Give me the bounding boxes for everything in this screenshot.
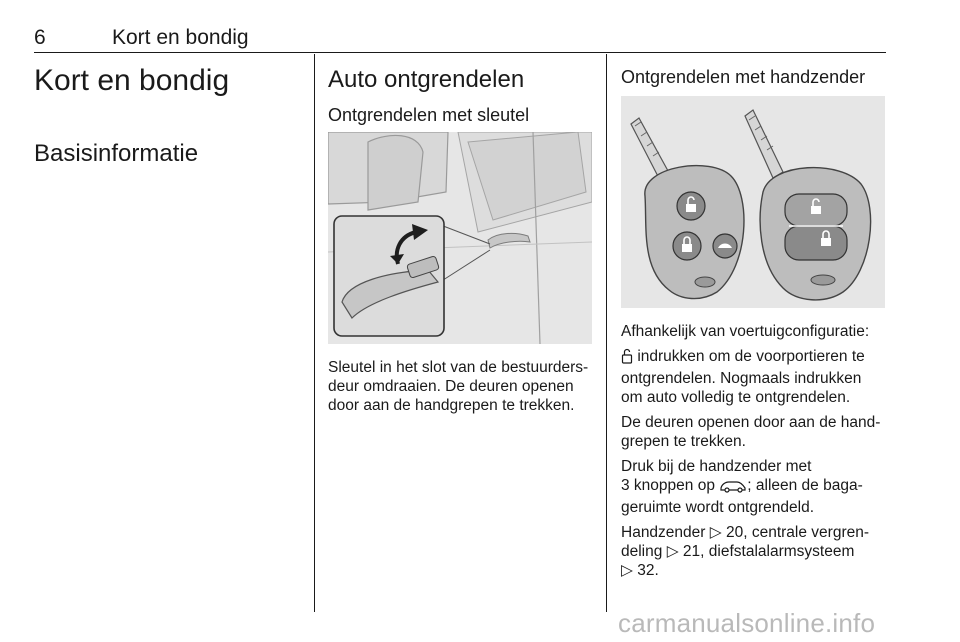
caption-sleutel bbox=[328, 358, 598, 415]
trunk-car-icon bbox=[719, 479, 747, 498]
text-fragment: ; alleen de baga- bbox=[747, 477, 863, 494]
remote-key-illustration bbox=[621, 96, 885, 308]
paragraph-references bbox=[621, 523, 893, 580]
text-line: om auto volledig te ontgrendelen. bbox=[621, 389, 851, 406]
handzender-text bbox=[621, 322, 893, 586]
caption-line: door aan de handgrepen te trekken. bbox=[328, 397, 575, 414]
column-divider-right bbox=[606, 54, 607, 612]
ref-arrow-icon: ▷ bbox=[709, 524, 722, 541]
page-ref-link[interactable]: 32. bbox=[637, 562, 659, 579]
paragraph-handgrepen bbox=[621, 413, 893, 451]
running-header-title: Kort en bondig bbox=[112, 26, 249, 49]
page-number: 6 bbox=[34, 26, 46, 49]
caption-line: deur omdraaien. De deuren openen bbox=[328, 378, 574, 395]
paragraph-voorportieren bbox=[621, 347, 893, 407]
text-line: ontgrendelen. Nogmaals indrukken bbox=[621, 370, 862, 387]
text-line: Druk bij de handzender met bbox=[621, 458, 812, 475]
section-heading-auto-ontgrendelen: Auto ontgrendelen bbox=[328, 66, 525, 93]
unlock-icon bbox=[621, 348, 633, 369]
text-line: geruimte wordt ontgrendeld. bbox=[621, 499, 815, 516]
caption-line: Sleutel in het slot van de bestuurders- bbox=[328, 359, 589, 376]
text-fragment: Handzender bbox=[621, 524, 710, 541]
paragraph-configuratie: Afhankelijk van voertuigconfiguratie: bbox=[621, 323, 870, 340]
paragraph-bagageruimte bbox=[621, 457, 893, 517]
page-ref-link[interactable]: 21, diefstalalarmsysteem bbox=[682, 543, 855, 560]
subheading-sleutel: Ontgrendelen met sleutel bbox=[328, 105, 530, 125]
chapter-title: Kort en bondig bbox=[34, 64, 230, 97]
text-fragment: 3 knoppen op bbox=[621, 477, 720, 494]
text-line: grepen te trekken. bbox=[621, 433, 746, 450]
column-divider-left bbox=[314, 54, 315, 612]
text-fragment: deling bbox=[621, 543, 667, 560]
header-rule bbox=[34, 52, 886, 53]
ref-arrow-icon: ▷ bbox=[621, 562, 633, 579]
watermark: carmanualsonline.info bbox=[618, 608, 876, 638]
subheading-handzender: Ontgrendelen met handzender bbox=[621, 67, 866, 87]
text-line: De deuren openen door aan de hand- bbox=[621, 414, 881, 431]
page-ref-link[interactable]: 20, centrale vergren- bbox=[726, 524, 870, 541]
key-unlock-illustration bbox=[328, 132, 592, 344]
ref-arrow-icon: ▷ bbox=[666, 543, 679, 560]
section-title: Basisinformatie bbox=[34, 140, 199, 167]
text-line: indrukken om de voorportieren te bbox=[637, 348, 865, 365]
